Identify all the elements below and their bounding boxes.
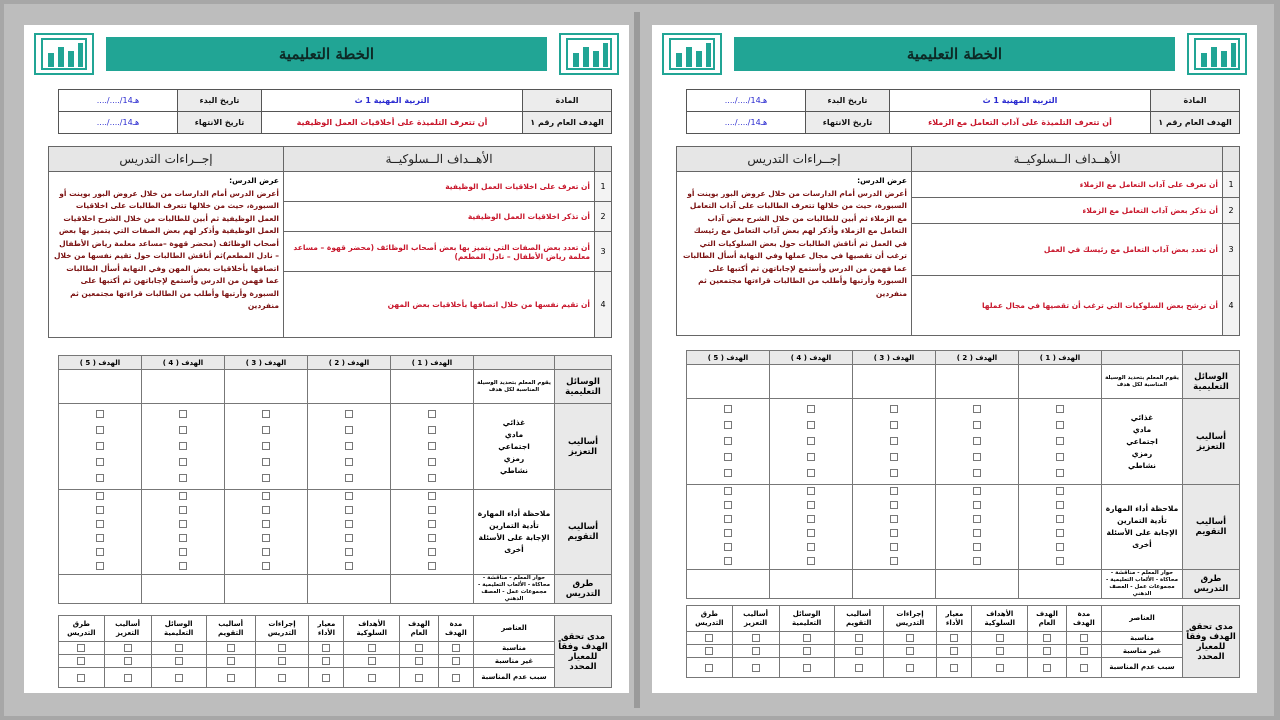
checkbox[interactable]	[175, 657, 183, 665]
goals-header: الأهــداف الــسلوكيــة	[284, 147, 595, 172]
checkbox[interactable]	[1043, 634, 1051, 642]
plan-page-1	[24, 25, 629, 693]
assess-options: ملاحظة أداء المهارة تأدية التمارين الإجابة على الأسئلة أخرى	[474, 490, 555, 575]
checkbox[interactable]	[950, 647, 958, 655]
checkbox[interactable]	[890, 487, 898, 495]
checkbox[interactable]	[890, 421, 898, 429]
checkbox[interactable]	[1056, 529, 1064, 537]
methods-label: طرق التدريس	[1183, 570, 1240, 599]
checkbox[interactable]	[807, 453, 815, 461]
page-header	[34, 33, 619, 75]
checkbox[interactable]	[996, 647, 1004, 655]
checkbox[interactable]	[906, 647, 914, 655]
checkbox[interactable]	[175, 674, 183, 682]
checkbox[interactable]	[96, 562, 104, 570]
checkbox[interactable]	[227, 657, 235, 665]
checkbox[interactable]	[345, 520, 353, 528]
checkbox[interactable]	[415, 644, 423, 652]
checkbox[interactable]	[262, 474, 270, 482]
checkbox[interactable]	[345, 474, 353, 482]
aids-label: الوسائل التعليمية	[555, 370, 612, 404]
checkbox[interactable]	[807, 405, 815, 413]
methods-label: طرق التدريس	[555, 575, 612, 604]
plan-info-table	[58, 89, 612, 134]
checkbox[interactable]	[724, 487, 732, 495]
plan-info-table	[686, 89, 1240, 134]
checkbox[interactable]	[890, 469, 898, 477]
checkbox[interactable]	[855, 647, 863, 655]
checkbox[interactable]	[179, 492, 187, 500]
checkbox[interactable]	[77, 657, 85, 665]
checkbox[interactable]	[96, 458, 104, 466]
checkbox[interactable]	[262, 506, 270, 514]
procedure-text: عرض الدرس: أعرض الدرس أمام الدارسات من خلال عروض البور بوينت أو السبورة، حيث من خلالها تتعرف الطالبات على اخلاقيات العمل الوظيفية ثم أبين للطالبات من خلال الشرح اخلاقيات العمل الوظيفية وأذكر لهم بعض الصفات التي يتميز بها بعض أصحاب الوظائف (محضر قهوة –مساعد معلمة رياض الأطفال – نادل المطعم)ثم أناقش الطالبات حول تقيم نفسها من خلال اتصافها بأخلاقيات بعض المهن وفي النهاية أسأل الطالبات عما فهمن من الدرس وأستمع لإجاباتهن ثم أكتبها على السبورة وأرتبها وأطلب من الطالبات قراءتها مجتمعين ثم منفردين	[49, 172, 284, 338]
start-date-value[interactable]: ..../..../14هـ	[59, 90, 178, 112]
chart-logo-icon	[1187, 33, 1247, 75]
checkbox[interactable]	[724, 529, 732, 537]
chart-logo-icon	[559, 33, 619, 75]
goal-col-header: الهدف ( 2 )	[936, 351, 1019, 365]
checkbox[interactable]	[368, 644, 376, 652]
checkbox[interactable]	[1056, 421, 1064, 429]
start-date-value[interactable]: ..../..../14هـ	[687, 90, 806, 112]
checkbox[interactable]	[345, 458, 353, 466]
checkbox[interactable]	[1056, 437, 1064, 445]
checkbox[interactable]	[807, 529, 815, 537]
checkbox[interactable]	[807, 421, 815, 429]
checkbox[interactable]	[345, 548, 353, 556]
goal-col-header: الهدف ( 2 )	[308, 356, 391, 370]
plan-title: الخطة التعليمية	[106, 37, 547, 71]
aids-note: يقوم المعلم بتحديد الوسيلة المناسبة لكل هدف	[1102, 365, 1183, 399]
checkbox[interactable]	[906, 634, 914, 642]
checkbox[interactable]	[724, 437, 732, 445]
checkbox[interactable]	[890, 529, 898, 537]
checkbox[interactable]	[345, 562, 353, 570]
procedure-text: عرض الدرس: أعرض الدرس أمام الدارسات من خلال عروض البور بوينت أو السبورة، حيث من خلالها تتعرف الطالبات على آداب التعامل مع الزملاء ثم أبين للطالبات من خلال الشرح بعض آداب التعامل مع الزملاء وأذكر لهم بعض آداب التعامل مع رئيسك في العمل ثم أناقش الطالبات حول بعض السلوكيات التي ترغب أن تقصيها في مجال عملها وفي النهاية أسأل الطالبات عما فهمن من الدرس وأستمع لإجاباتهن ثم أكتبها على السبورة وأرتبها وأطلب من الطالبات قراءتها مجتمعين ثم منفردين	[677, 172, 912, 336]
checkbox[interactable]	[96, 534, 104, 542]
checkbox[interactable]	[906, 664, 914, 672]
checkbox[interactable]	[345, 410, 353, 418]
reinforce-label: أساليب التعزيز	[1183, 399, 1240, 485]
checkbox[interactable]	[803, 634, 811, 642]
checkbox[interactable]	[77, 644, 85, 652]
checkbox[interactable]	[724, 557, 732, 565]
checkbox[interactable]	[973, 487, 981, 495]
checkbox[interactable]	[262, 426, 270, 434]
checkbox[interactable]	[752, 634, 760, 642]
checkbox[interactable]	[428, 548, 436, 556]
checkbox[interactable]	[428, 474, 436, 482]
checkbox[interactable]	[973, 529, 981, 537]
checkbox[interactable]	[1056, 405, 1064, 413]
checkbox[interactable]	[973, 501, 981, 509]
checkbox[interactable]	[262, 442, 270, 450]
checkbox[interactable]	[973, 469, 981, 477]
checkbox[interactable]	[345, 534, 353, 542]
checkbox[interactable]	[428, 506, 436, 514]
evaluation-grid	[686, 350, 1240, 599]
checkbox[interactable]	[724, 421, 732, 429]
checkbox[interactable]	[428, 492, 436, 500]
checkbox[interactable]	[368, 674, 376, 682]
checkbox[interactable]	[96, 426, 104, 434]
goal-col-header: الهدف ( 5 )	[59, 356, 142, 370]
start-date-label: تاريخ البدء	[806, 90, 890, 112]
checkbox[interactable]	[452, 657, 460, 665]
checkbox[interactable]	[950, 664, 958, 672]
goal-item: أن تعرف على آداب التعامل مع الزملاء	[912, 172, 1223, 198]
checkbox[interactable]	[179, 474, 187, 482]
checkbox[interactable]	[345, 426, 353, 434]
checkbox[interactable]	[973, 453, 981, 461]
checkbox[interactable]	[973, 421, 981, 429]
goals-header: الأهــداف الــسلوكيــة	[912, 147, 1223, 172]
checkbox[interactable]	[890, 557, 898, 565]
checkbox[interactable]	[973, 515, 981, 523]
checkbox[interactable]	[973, 437, 981, 445]
checkbox[interactable]	[973, 543, 981, 551]
checkbox[interactable]	[179, 506, 187, 514]
checkbox[interactable]	[322, 644, 330, 652]
checkbox[interactable]	[96, 520, 104, 528]
objectives-table: إجــراءات التدريس الأهــداف الــسلوكيــة عرض الدرس: أعرض الدرس أمام الدارسات من خلال عروض البور بوينت أو السبورة، حيث من خلالها تتعرف الطالبات على اخلاقيات العمل الوظيفية ثم أبين للطالبات من خلال الشرح اخلاقيات العمل الوظيفية وأذكر لهم بعض الصفات التي يتميز بها بعض أصحاب الوظائف (محضر قهوة –مساعد معلمة رياض الأطفال – نادل المطعم)ثم أناقش الطالبات حول تقيم نفسها من خلال اتصافها بأخلاقيات بعض المهن وفي النهاية أسأل الطالبات عما فهمن من الدرس وأستمع لإجاباتهن ثم أكتبها على السبورة وأرتبها وأطلب من الطالبات قراءتها مجتمعين ثم منفردين أن تعرف على اخلاقيات العمل الوظيفية 1 أن تذكر اخلاقيات العمل الوظيفية 2 أن تعدد بعض الصفات التي يتميز بها بعض أصحاب الوظائف (محضر قهوة – مساعد معلمة رياض الأطفال – نادل المطعم) 3 أن تقيم نفسها من خلال اتصافها بأخلاقيات بعض المهن 4	[48, 146, 612, 338]
checkbox[interactable]	[452, 644, 460, 652]
checkbox[interactable]	[803, 647, 811, 655]
checkbox[interactable]	[452, 674, 460, 682]
end-date-label: تاريخ الانتهاء	[806, 112, 890, 134]
fit-grid: طرق التدريس أساليب التعزيز الوسائل التعليمية أساليب التقويم إجراءات التدريس معيار الأداء الأهداف السلوكية الهدف العام مدة الهدف العناصر مدى تحقق الهدف وفقاً للمعيار المحدد مناسبة غير مناسبة سبب عدم المناسبة	[58, 615, 612, 688]
checkbox[interactable]	[77, 674, 85, 682]
procedures-header: إجــراءات التدريس	[677, 147, 912, 172]
goal-item: أن تعدد بعض الصفات التي يتميز بها بعض أصحاب الوظائف (محضر قهوة – مساعد معلمة رياض الأطفال – نادل المطعم)	[284, 232, 595, 272]
checkbox[interactable]	[415, 657, 423, 665]
checkbox[interactable]	[724, 453, 732, 461]
checkbox[interactable]	[322, 674, 330, 682]
end-date-label: تاريخ الانتهاء	[178, 112, 262, 134]
page-divider	[634, 12, 640, 708]
checkbox[interactable]	[428, 426, 436, 434]
checkbox[interactable]	[705, 664, 713, 672]
general-goal-label: الهدف العام رقم ١	[1151, 112, 1240, 134]
checkbox[interactable]	[807, 543, 815, 551]
checkbox[interactable]	[1080, 634, 1088, 642]
plan-title: الخطة التعليمية	[734, 37, 1175, 71]
checkbox[interactable]	[179, 534, 187, 542]
assess-label: أساليب التقويم	[1183, 485, 1240, 570]
checkbox[interactable]	[855, 634, 863, 642]
checkbox[interactable]	[124, 644, 132, 652]
checkbox[interactable]	[803, 664, 811, 672]
general-goal-value[interactable]: أن تتعرف التلميذة على أخلاقيات العمل الوظيفية	[262, 112, 523, 134]
checkbox[interactable]	[428, 458, 436, 466]
chart-logo-icon	[662, 33, 722, 75]
end-date-value[interactable]: ..../..../14هـ	[687, 112, 806, 134]
checkbox[interactable]	[179, 426, 187, 434]
goal-item: أن تقيم نفسها من خلال اتصافها بأخلاقيات بعض المهن	[284, 272, 595, 338]
goal-col-header: الهدف ( 4 )	[142, 356, 225, 370]
subject-value[interactable]: التربية المهنية 1 ث	[262, 90, 523, 112]
goal-col-header: الهدف ( 3 )	[225, 356, 308, 370]
checkbox[interactable]	[96, 442, 104, 450]
goal-item: أن تذكر بعض آداب التعامل مع الزملاء	[912, 198, 1223, 224]
checkbox[interactable]	[1056, 501, 1064, 509]
plan-page-2	[652, 25, 1257, 693]
objectives-table: إجــراءات التدريس الأهــداف الــسلوكيــة عرض الدرس: أعرض الدرس أمام الدارسات من خلال عروض البور بوينت أو السبورة، حيث من خلالها تتعرف الطالبات على آداب التعامل مع الزملاء ثم أبين للطالبات من خلال الشرح بعض آداب التعامل مع الزملاء وأذكر لهم بعض آداب التعامل مع رئيسك في العمل ثم أناقش الطالبات حول بعض السلوكيات التي ترغب أن تقصيها في مجال عملها وفي النهاية أسأل الطالبات عما فهمن من الدرس وأستمع لإجاباتهن ثم أكتبها على السبورة وأرتبها وأطلب من الطالبات قراءتها مجتمعين ثم منفردين أن تعرف على آداب التعامل مع الزملاء 1 أن تذكر بعض آداب التعامل مع الزملاء 2 أن تعدد بعض آداب التعامل مع رئيسك في العمل 3 أن ترشح بعض السلوكيات التي ترغب أن تقصيها في مجال عملها 4	[676, 146, 1240, 336]
evaluation-grid	[58, 355, 612, 604]
checkbox[interactable]	[705, 634, 713, 642]
checkbox[interactable]	[705, 647, 713, 655]
checkbox[interactable]	[175, 644, 183, 652]
checkbox[interactable]	[96, 492, 104, 500]
checkbox[interactable]	[179, 520, 187, 528]
checkbox[interactable]	[227, 674, 235, 682]
checkbox[interactable]	[807, 557, 815, 565]
checkbox[interactable]	[752, 664, 760, 672]
checkbox[interactable]	[807, 501, 815, 509]
checkbox[interactable]	[1080, 647, 1088, 655]
checkbox[interactable]	[262, 520, 270, 528]
assess-label: أساليب التقويم	[555, 490, 612, 575]
checkbox[interactable]	[124, 674, 132, 682]
checkbox[interactable]	[262, 534, 270, 542]
checkbox[interactable]	[428, 562, 436, 570]
checkbox[interactable]	[890, 543, 898, 551]
checkbox[interactable]	[890, 515, 898, 523]
assess-options: ملاحظة أداء المهارة تأدية التمارين الإجابة على الأسئلة أخرى	[1102, 485, 1183, 570]
checkbox[interactable]	[1043, 664, 1051, 672]
checkbox[interactable]	[996, 634, 1004, 642]
checkbox[interactable]	[973, 557, 981, 565]
checkbox[interactable]	[807, 487, 815, 495]
checkbox[interactable]	[262, 458, 270, 466]
checkbox[interactable]	[96, 548, 104, 556]
checkbox[interactable]	[724, 543, 732, 551]
checkbox[interactable]	[179, 562, 187, 570]
checkbox[interactable]	[807, 469, 815, 477]
checkbox[interactable]	[855, 664, 863, 672]
reinforce-options: غذائي مادي اجتماعي رمزي نشاطي	[474, 404, 555, 490]
checkbox[interactable]	[227, 644, 235, 652]
checkbox[interactable]	[278, 644, 286, 652]
checkbox[interactable]	[262, 548, 270, 556]
checkbox[interactable]	[807, 515, 815, 523]
end-date-value[interactable]: ..../..../14هـ	[59, 112, 178, 134]
checkbox[interactable]	[415, 674, 423, 682]
checkbox[interactable]	[322, 657, 330, 665]
goal-col-header: الهدف ( 4 )	[770, 351, 853, 365]
fit-grid: طرق التدريس أساليب التعزيز الوسائل التعليمية أساليب التقويم إجراءات التدريس معيار الأداء الأهداف السلوكية الهدف العام مدة الهدف العناصر مدى تحقق الهدف وفقاً للمعيار المحدد مناسبة غير مناسبة سبب عدم المناسبة	[686, 605, 1240, 678]
checkbox[interactable]	[724, 469, 732, 477]
aids-note: يقوم المعلم بتحديد الوسيلة المناسبة لكل هدف	[474, 370, 555, 404]
checkbox[interactable]	[345, 506, 353, 514]
checkbox[interactable]	[262, 492, 270, 500]
checkbox[interactable]	[179, 410, 187, 418]
checkbox[interactable]	[973, 405, 981, 413]
elements-label: العناصر	[474, 616, 555, 642]
elements-label: العناصر	[1102, 606, 1183, 632]
checkbox[interactable]	[96, 474, 104, 482]
checkbox[interactable]	[345, 442, 353, 450]
checkbox[interactable]	[996, 664, 1004, 672]
goal-item: أن تعدد بعض آداب التعامل مع رئيسك في العمل	[912, 224, 1223, 276]
methods-note: حوار المعلم - مناقشة - محاكاة - الألعاب التعليمية - مجموعات عمل - العصف الذهني	[1102, 570, 1183, 599]
procedures-header: إجــراءات التدريس	[49, 147, 284, 172]
checkbox[interactable]	[179, 442, 187, 450]
subject-label: المادة	[1151, 90, 1240, 112]
reinforce-label: أساليب التعزيز	[555, 404, 612, 490]
checkbox[interactable]	[1056, 469, 1064, 477]
general-goal-value[interactable]: أن تتعرف التلميذة على آداب التعامل مع الزملاء	[890, 112, 1151, 134]
subject-value[interactable]: التربية المهنية 1 ث	[890, 90, 1151, 112]
goal-col-header: الهدف ( 3 )	[853, 351, 936, 365]
checkbox[interactable]	[1043, 647, 1051, 655]
general-goal-label: الهدف العام رقم ١	[523, 112, 612, 134]
checkbox[interactable]	[724, 405, 732, 413]
checkbox[interactable]	[368, 657, 376, 665]
checkbox[interactable]	[278, 674, 286, 682]
goal-item: أن تذكر اخلاقيات العمل الوظيفية	[284, 202, 595, 232]
checkbox[interactable]	[124, 657, 132, 665]
checkbox[interactable]	[1080, 664, 1088, 672]
checkbox[interactable]	[890, 453, 898, 461]
checkbox[interactable]	[428, 410, 436, 418]
checkbox[interactable]	[96, 506, 104, 514]
checkbox[interactable]	[179, 458, 187, 466]
checkbox[interactable]	[890, 437, 898, 445]
checkbox[interactable]	[890, 501, 898, 509]
checkbox[interactable]	[1056, 453, 1064, 461]
methods-note: حوار المعلم - مناقشة - محاكاة - الألعاب التعليمية - مجموعات عمل - العصف الذهني	[474, 575, 555, 604]
checkbox[interactable]	[96, 410, 104, 418]
fit-label: مدى تحقق الهدف وفقاً للمعيار المحدد	[555, 616, 612, 688]
goal-col-header: الهدف ( 1 )	[391, 356, 474, 370]
checkbox[interactable]	[807, 437, 815, 445]
reinforce-options: غذائي مادي اجتماعي رمزي نشاطي	[1102, 399, 1183, 485]
checkbox[interactable]	[890, 405, 898, 413]
checkbox[interactable]	[262, 562, 270, 570]
goal-col-header: الهدف ( 1 )	[1019, 351, 1102, 365]
checkbox[interactable]	[179, 548, 187, 556]
checkbox[interactable]	[1056, 515, 1064, 523]
page-header	[662, 33, 1247, 75]
checkbox[interactable]	[278, 657, 286, 665]
checkbox[interactable]	[1056, 487, 1064, 495]
goal-item: أن تعرف على اخلاقيات العمل الوظيفية	[284, 172, 595, 202]
checkbox[interactable]	[345, 492, 353, 500]
checkbox[interactable]	[950, 634, 958, 642]
checkbox[interactable]	[1056, 557, 1064, 565]
checkbox[interactable]	[752, 647, 760, 655]
aids-label: الوسائل التعليمية	[1183, 365, 1240, 399]
checkbox[interactable]	[428, 534, 436, 542]
start-date-label: تاريخ البدء	[178, 90, 262, 112]
chart-logo-icon	[34, 33, 94, 75]
checkbox[interactable]	[428, 520, 436, 528]
fit-label: مدى تحقق الهدف وفقاً للمعيار المحدد	[1183, 606, 1240, 678]
goal-item: أن ترشح بعض السلوكيات التي ترغب أن تقصيها في مجال عملها	[912, 276, 1223, 336]
goal-col-header: الهدف ( 5 )	[687, 351, 770, 365]
checkbox[interactable]	[724, 515, 732, 523]
subject-label: المادة	[523, 90, 612, 112]
checkbox[interactable]	[724, 501, 732, 509]
checkbox[interactable]	[428, 442, 436, 450]
checkbox[interactable]	[262, 410, 270, 418]
checkbox[interactable]	[1056, 543, 1064, 551]
